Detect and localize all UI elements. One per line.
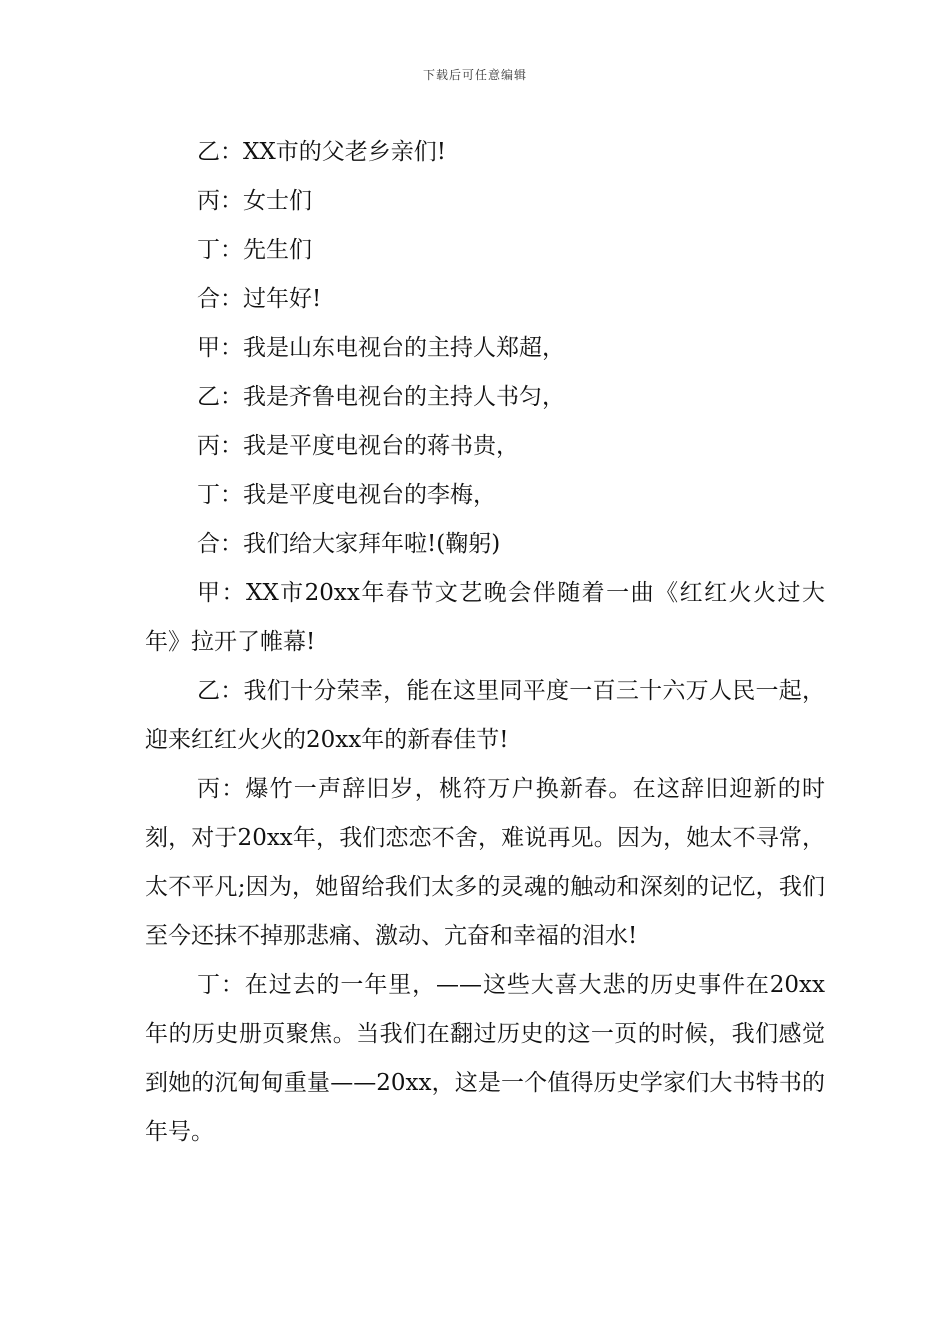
document-body [145, 128, 825, 1157]
paragraph-1: 乙：XX市的父老乡亲们! [197, 139, 446, 165]
paragraph-9: 合：我们给大家拜年啦!(鞠躬) [197, 531, 501, 557]
paragraph-12: 丙：爆竹一声辞旧岁，桃符万户换新春。在这辞旧迎新的时刻，对于20xx年，我们恋恋不舍，难说再见。因为，她太不寻常，太不平凡;因为，她留给我们太多的灵魂的触动和深刻的记忆，我们至今还抹不掉那悲痛、激动、亢奋和幸福的泪水! [145, 776, 825, 949]
paragraph-6: 乙：我是齐鲁电视台的主持人书匀， [197, 384, 565, 410]
header-note: 下载后可任意编辑 [422, 68, 527, 82]
paragraph-11: 乙：我们十分荣幸，能在这里同平度一百三十六万人民一起，迎来红红火火的20xx年的新春佳节! [145, 678, 825, 753]
paragraph-3: 丁：先生们 [197, 237, 312, 263]
paragraph-7: 丙：我是平度电视台的蒋书贵， [197, 433, 519, 459]
paragraph-2: 丙：女士们 [197, 188, 312, 214]
paragraph-13: 丁：在过去的一年里，——这些大喜大悲的历史事件在20xx年的历史册页聚焦。当我们在翻过历史的这一页的时候，我们感觉到她的沉甸甸重量——20xx，这是一个值得历史学家们大书特书的年号。 [145, 972, 825, 1145]
paragraph-4: 合：过年好! [197, 286, 322, 312]
paragraph-10: 甲：XX市20xx年春节文艺晚会伴随着一曲《红红火火过大年》拉开了帷幕! [145, 580, 825, 655]
paragraph-8: 丁：我是平度电视台的李梅， [197, 482, 496, 508]
paragraph-5: 甲：我是山东电视台的主持人郑超， [197, 335, 565, 361]
